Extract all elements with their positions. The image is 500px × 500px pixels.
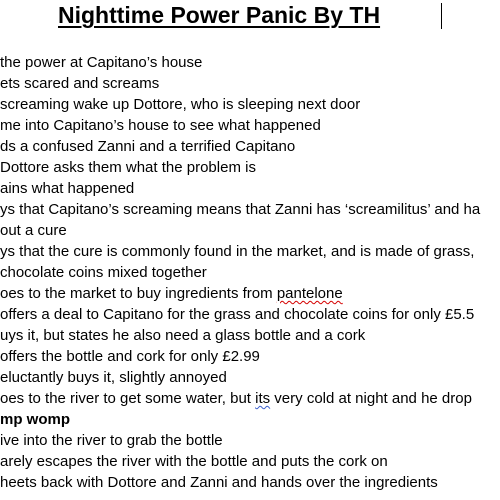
- story-line: ds a confused Zanni and a terrified Capitano: [0, 138, 296, 155]
- story-line: Dottore asks them what the problem is: [0, 159, 256, 176]
- story-line: out a cure: [0, 222, 67, 239]
- line-text: very cold at night and he drop: [270, 390, 472, 407]
- story-line: [0, 283, 343, 304]
- grammar-error-mark[interactable]: its: [255, 390, 271, 407]
- line-text: oes to the market to buy ingredients from: [0, 285, 277, 302]
- spelling-error-mark[interactable]: pantelone: [276, 285, 343, 302]
- story-line: ains what happened: [0, 180, 135, 197]
- story-line: me into Capitano’s house to see what happened: [0, 117, 321, 134]
- story-line: offers the bottle and cork for only £2.99: [0, 348, 260, 365]
- story-line: [0, 388, 472, 409]
- story-line: heets back with Dottore and Zanni and hands over the ingredients: [0, 474, 438, 491]
- document-title: Nighttime Power Panic By TH: [58, 2, 381, 28]
- line-text: oes to the river to get some water, but: [0, 390, 256, 407]
- story-line: ys that Capitano’s screaming means that Zanni has ‘screamilitus’ and ha: [0, 201, 481, 218]
- story-line: the power at Capitano’s house: [0, 54, 203, 71]
- story-line: ive into the river to grab the bottle: [0, 432, 223, 449]
- story-line: eluctantly buys it, slightly annoyed: [0, 369, 227, 386]
- story-line: arely escapes the river with the bottle and puts the cork on: [0, 453, 388, 470]
- story-line: screaming wake up Dottore, who is sleeping next door: [0, 96, 361, 113]
- story-line: ets scared and screams: [0, 75, 160, 92]
- story-line: mp womp: [0, 411, 70, 428]
- story-line: chocolate coins mixed together: [0, 264, 207, 281]
- story-line: offers a deal to Capitano for the grass and chocolate coins for only £5.5: [0, 306, 475, 323]
- text-cursor: [441, 3, 442, 29]
- story-line: ys that the cure is commonly found in the market, and is made of grass,: [0, 243, 475, 260]
- story-line: uys it, but states he also need a glass bottle and a cork: [0, 327, 366, 344]
